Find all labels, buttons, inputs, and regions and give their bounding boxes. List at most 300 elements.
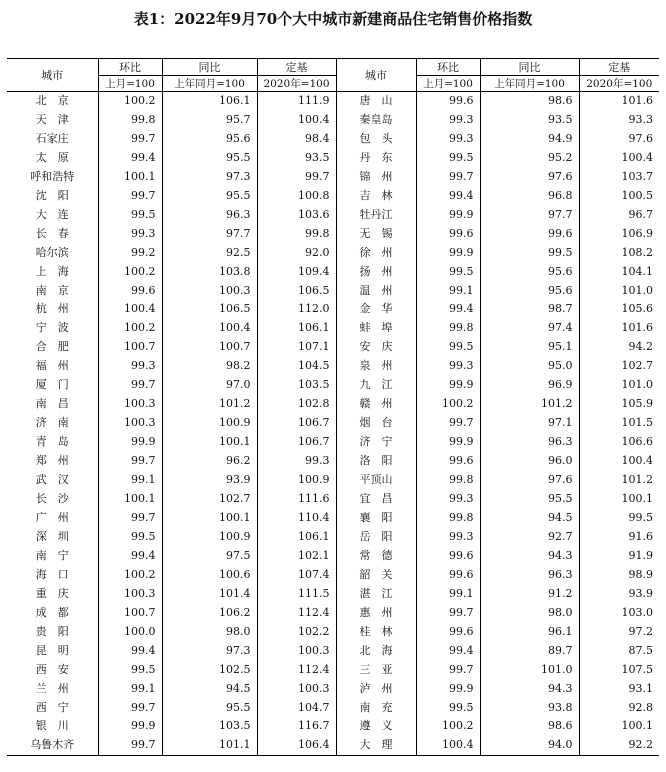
right-base-cell: 93.1 <box>628 681 653 695</box>
right-yoy-cell: 95.6 <box>480 263 579 282</box>
table-row <box>7 168 659 187</box>
right-city-cell: 牡丹江 <box>336 206 416 225</box>
left-yoy-cell: 101.4 <box>162 585 257 604</box>
right-city-cell: 惠 州 <box>336 604 416 623</box>
header-mom-sub-left: 上月=100 <box>98 76 162 92</box>
table-row <box>7 376 659 395</box>
table-row <box>7 357 659 376</box>
right-base-cell: 101.6 <box>621 321 653 335</box>
left-base-cell: 106.7 <box>257 414 336 433</box>
left-mom-cell: 99.7 <box>98 736 162 755</box>
right-city-cell: 丹 东 <box>336 149 416 168</box>
right-mom-cell: 99.9 <box>416 680 480 699</box>
left-city-cell: 合 肥 <box>7 338 98 357</box>
table-title: 表1：2022年9月70个大中城市新建商品住宅销售价格指数 <box>133 10 533 28</box>
table-row <box>7 300 659 319</box>
right-yoy-cell: 97.7 <box>480 206 579 225</box>
left-base-cell: 100.3 <box>257 680 336 699</box>
left-yoy-cell: 106.5 <box>162 300 257 319</box>
left-mom-cell: 100.2 <box>98 92 162 111</box>
table-row <box>7 490 659 509</box>
left-mom-cell: 100.7 <box>98 338 162 357</box>
left-mom-cell: 100.3 <box>98 414 162 433</box>
right-mom-cell: 99.7 <box>416 414 480 433</box>
right-base-cell: 101.0 <box>621 378 653 392</box>
right-yoy-cell: 99.5 <box>480 244 579 263</box>
right-city-cell: 南 充 <box>336 699 416 718</box>
right-city-cell: 无 锡 <box>336 225 416 244</box>
left-base-cell: 110.4 <box>257 509 336 528</box>
left-city-cell: 大 连 <box>7 206 98 225</box>
left-base-cell: 93.5 <box>257 149 336 168</box>
right-yoy-cell: 99.6 <box>480 225 579 244</box>
left-base-cell: 106.5 <box>257 282 336 301</box>
right-base-cell: 102.7 <box>621 359 653 373</box>
left-mom-cell: 99.4 <box>98 547 162 566</box>
left-base-cell: 106.7 <box>257 433 336 452</box>
left-mom-cell: 99.7 <box>98 187 162 206</box>
right-mom-cell: 99.1 <box>416 282 480 301</box>
left-base-cell: 111.5 <box>257 585 336 604</box>
right-city-cell: 三 亚 <box>336 661 416 680</box>
right-yoy-cell: 98.6 <box>480 92 579 111</box>
right-yoy-cell: 96.0 <box>480 452 579 471</box>
header-base-left: 定基 <box>257 59 336 76</box>
right-base-cell: 87.5 <box>628 643 653 657</box>
table-row <box>7 319 659 338</box>
left-city-cell: 哈尔滨 <box>7 244 98 263</box>
right-base-cell: 91.9 <box>628 548 653 562</box>
left-yoy-cell: 98.2 <box>162 357 257 376</box>
left-city-cell: 宁 波 <box>7 319 98 338</box>
right-city-cell: 扬 州 <box>336 263 416 282</box>
right-mom-cell: 99.8 <box>416 471 480 490</box>
left-city-cell: 海 口 <box>7 566 98 585</box>
left-mom-cell: 99.3 <box>98 225 162 244</box>
left-yoy-cell: 106.2 <box>162 604 257 623</box>
left-yoy-cell: 96.2 <box>162 452 257 471</box>
right-base-cell: 100.5 <box>621 188 653 202</box>
right-base-cell: 106.6 <box>621 435 653 449</box>
left-mom-cell: 100.2 <box>98 263 162 282</box>
right-city-cell: 安 庆 <box>336 338 416 357</box>
right-city-cell: 遵 义 <box>336 717 416 736</box>
left-mom-cell: 100.1 <box>98 168 162 187</box>
right-base-cell: 104.1 <box>621 264 653 278</box>
left-base-cell: 107.1 <box>257 338 336 357</box>
left-city-cell: 南 宁 <box>7 547 98 566</box>
right-mom-cell: 99.4 <box>416 300 480 319</box>
right-base-cell: 105.9 <box>621 397 653 411</box>
header-city-left: 城市 <box>7 59 98 92</box>
right-city-cell: 湛 江 <box>336 585 416 604</box>
left-base-cell: 116.7 <box>257 717 336 736</box>
right-city-cell: 宜 昌 <box>336 490 416 509</box>
right-city-cell: 岳 阳 <box>336 528 416 547</box>
right-mom-cell: 99.4 <box>416 642 480 661</box>
table-row <box>7 433 659 452</box>
left-mom-cell: 100.3 <box>98 585 162 604</box>
table-row <box>7 736 659 755</box>
right-city-cell: 锦 州 <box>336 168 416 187</box>
price-index-table <box>7 58 659 756</box>
right-mom-cell: 99.6 <box>416 92 480 111</box>
right-mom-cell: 99.3 <box>416 130 480 149</box>
right-yoy-cell: 96.3 <box>480 566 579 585</box>
left-mom-cell: 99.1 <box>98 680 162 699</box>
right-yoy-cell: 94.3 <box>480 680 579 699</box>
table-row <box>7 680 659 699</box>
right-city-cell: 韶 关 <box>336 566 416 585</box>
right-yoy-cell: 96.1 <box>480 623 579 642</box>
right-yoy-cell: 96.3 <box>480 433 579 452</box>
left-yoy-cell: 100.1 <box>162 509 257 528</box>
left-yoy-cell: 100.4 <box>162 319 257 338</box>
right-city-cell: 赣 州 <box>336 395 416 414</box>
table-row <box>7 111 659 130</box>
right-city-cell: 北 海 <box>336 642 416 661</box>
table-row <box>7 471 659 490</box>
table-row <box>7 642 659 661</box>
right-yoy-cell: 95.6 <box>480 282 579 301</box>
left-base-cell: 100.8 <box>257 187 336 206</box>
right-base-cell: 100.1 <box>621 719 653 733</box>
right-yoy-cell: 94.3 <box>480 547 579 566</box>
left-base-cell: 111.6 <box>257 490 336 509</box>
left-city-cell: 长 沙 <box>7 490 98 509</box>
right-mom-cell: 99.6 <box>416 623 480 642</box>
right-base-cell: 91.6 <box>628 529 653 543</box>
header-base-sub-left: 2020年=100 <box>257 76 336 92</box>
right-mom-cell: 99.4 <box>416 187 480 206</box>
left-mom-cell: 100.2 <box>98 319 162 338</box>
left-mom-cell: 99.6 <box>98 282 162 301</box>
left-base-cell: 102.8 <box>257 395 336 414</box>
right-mom-cell: 99.5 <box>416 263 480 282</box>
left-mom-cell: 99.5 <box>98 661 162 680</box>
right-yoy-cell: 97.6 <box>480 168 579 187</box>
right-city-cell: 常 德 <box>336 547 416 566</box>
left-base-cell: 112.4 <box>257 604 336 623</box>
left-base-cell: 99.8 <box>257 225 336 244</box>
right-yoy-cell: 95.5 <box>480 490 579 509</box>
left-mom-cell: 99.2 <box>98 244 162 263</box>
table-row <box>7 623 659 642</box>
table-row <box>7 699 659 718</box>
header-yoy-left: 同比 <box>162 59 257 76</box>
table-row <box>7 661 659 680</box>
right-base-cell: 97.6 <box>628 131 653 145</box>
table-row <box>7 452 659 471</box>
left-yoy-cell: 92.5 <box>162 244 257 263</box>
right-base-cell: 103.7 <box>621 169 653 183</box>
right-base-cell: 97.2 <box>628 624 653 638</box>
left-mom-cell: 99.7 <box>98 376 162 395</box>
right-mom-cell: 99.6 <box>416 225 480 244</box>
right-mom-cell: 99.7 <box>416 604 480 623</box>
right-mom-cell: 99.3 <box>416 528 480 547</box>
left-yoy-cell: 102.7 <box>162 490 257 509</box>
left-city-cell: 郑 州 <box>7 452 98 471</box>
left-city-cell: 青 岛 <box>7 433 98 452</box>
header-yoy-sub-left: 上年同月=100 <box>162 76 257 92</box>
right-mom-cell: 99.7 <box>416 168 480 187</box>
header-mom-right: 环比 <box>416 59 480 76</box>
right-mom-cell: 99.3 <box>416 111 480 130</box>
left-base-cell: 112.4 <box>257 661 336 680</box>
right-city-cell: 大 理 <box>336 736 416 755</box>
left-city-cell: 乌鲁木齐 <box>7 736 98 755</box>
left-mom-cell: 100.4 <box>98 300 162 319</box>
right-city-cell: 济 宁 <box>336 433 416 452</box>
left-yoy-cell: 100.9 <box>162 414 257 433</box>
left-city-cell: 呼和浩特 <box>7 168 98 187</box>
right-yoy-cell: 98.7 <box>480 300 579 319</box>
left-city-cell: 石家庄 <box>7 130 98 149</box>
right-mom-cell: 99.7 <box>416 661 480 680</box>
left-city-cell: 福 州 <box>7 357 98 376</box>
header-base-sub-right: 2020年=100 <box>579 76 659 92</box>
table-row <box>7 395 659 414</box>
right-yoy-cell: 95.1 <box>480 338 579 357</box>
right-mom-cell: 100.4 <box>416 736 480 755</box>
left-yoy-cell: 96.3 <box>162 206 257 225</box>
right-base-cell: 101.0 <box>621 283 653 297</box>
right-yoy-cell: 98.6 <box>480 717 579 736</box>
left-yoy-cell: 97.3 <box>162 642 257 661</box>
header-yoy-right: 同比 <box>480 59 579 76</box>
left-base-cell: 98.4 <box>257 130 336 149</box>
table-row <box>7 206 659 225</box>
left-base-cell: 100.3 <box>257 642 336 661</box>
left-base-cell: 100.9 <box>257 471 336 490</box>
left-city-cell: 西 安 <box>7 661 98 680</box>
left-base-cell: 103.5 <box>257 376 336 395</box>
left-yoy-cell: 100.3 <box>162 282 257 301</box>
left-city-cell: 沈 阳 <box>7 187 98 206</box>
left-yoy-cell: 93.9 <box>162 471 257 490</box>
header-city-right: 城市 <box>336 59 416 92</box>
left-base-cell: 107.4 <box>257 566 336 585</box>
left-city-cell: 昆 明 <box>7 642 98 661</box>
table-row <box>7 528 659 547</box>
right-base-cell: 96.7 <box>628 207 653 221</box>
right-base-cell: 94.2 <box>628 340 653 354</box>
table-row <box>7 509 659 528</box>
left-base-cell: 106.4 <box>257 736 336 755</box>
left-yoy-cell: 95.5 <box>162 149 257 168</box>
right-base-cell: 103.0 <box>621 605 653 619</box>
table-row <box>7 414 659 433</box>
left-yoy-cell: 100.1 <box>162 433 257 452</box>
right-city-cell: 徐 州 <box>336 244 416 263</box>
left-mom-cell: 100.3 <box>98 395 162 414</box>
right-mom-cell: 99.8 <box>416 509 480 528</box>
right-base-cell: 93.3 <box>628 112 653 126</box>
right-yoy-cell: 101.0 <box>480 661 579 680</box>
right-yoy-cell: 94.9 <box>480 130 579 149</box>
left-mom-cell: 99.4 <box>98 642 162 661</box>
table-row <box>7 263 659 282</box>
right-base-cell: 92.2 <box>579 736 659 755</box>
left-city-cell: 深 圳 <box>7 528 98 547</box>
left-mom-cell: 99.4 <box>98 149 162 168</box>
table-row <box>7 92 659 111</box>
table-row <box>7 244 659 263</box>
table-row <box>7 338 659 357</box>
right-yoy-cell: 89.7 <box>480 642 579 661</box>
left-city-cell: 上 海 <box>7 263 98 282</box>
right-city-cell: 唐 山 <box>336 92 416 111</box>
table-row <box>7 604 659 623</box>
right-yoy-cell: 98.0 <box>480 604 579 623</box>
left-mom-cell: 100.0 <box>98 623 162 642</box>
left-base-cell: 99.3 <box>257 452 336 471</box>
left-city-cell: 厦 门 <box>7 376 98 395</box>
left-base-cell: 103.6 <box>257 206 336 225</box>
right-base-cell: 99.5 <box>628 510 653 524</box>
right-city-cell: 平顶山 <box>336 471 416 490</box>
left-base-cell: 99.7 <box>257 168 336 187</box>
right-city-cell: 烟 台 <box>336 414 416 433</box>
right-yoy-cell: 97.1 <box>480 414 579 433</box>
left-mom-cell: 99.3 <box>98 357 162 376</box>
right-mom-cell: 99.1 <box>416 585 480 604</box>
left-city-cell: 成 都 <box>7 604 98 623</box>
right-base-cell: 108.2 <box>621 245 653 259</box>
right-mom-cell: 99.9 <box>416 244 480 263</box>
left-base-cell: 112.0 <box>257 300 336 319</box>
left-yoy-cell: 97.0 <box>162 376 257 395</box>
left-mom-cell: 99.9 <box>98 717 162 736</box>
right-city-cell: 洛 阳 <box>336 452 416 471</box>
left-yoy-cell: 95.5 <box>162 187 257 206</box>
right-yoy-cell: 94.5 <box>480 509 579 528</box>
left-yoy-cell: 101.1 <box>162 736 257 755</box>
table-row <box>7 187 659 206</box>
right-city-cell: 蚌 埠 <box>336 319 416 338</box>
right-city-cell: 金 华 <box>336 300 416 319</box>
left-city-cell: 济 南 <box>7 414 98 433</box>
right-mom-cell: 99.5 <box>416 149 480 168</box>
right-city-cell: 泉 州 <box>336 357 416 376</box>
right-mom-cell: 99.3 <box>416 357 480 376</box>
right-base-cell: 106.9 <box>621 226 653 240</box>
right-mom-cell: 99.9 <box>416 433 480 452</box>
left-base-cell: 106.1 <box>257 528 336 547</box>
left-base-cell: 92.0 <box>257 244 336 263</box>
right-city-cell: 吉 林 <box>336 187 416 206</box>
left-base-cell: 104.7 <box>257 699 336 718</box>
left-mom-cell: 100.7 <box>98 604 162 623</box>
right-mom-cell: 100.2 <box>416 717 480 736</box>
left-mom-cell: 100.1 <box>98 490 162 509</box>
left-city-cell: 贵 阳 <box>7 623 98 642</box>
left-mom-cell: 99.8 <box>98 111 162 130</box>
right-base-cell: 101.5 <box>621 416 653 430</box>
left-mom-cell: 99.1 <box>98 471 162 490</box>
left-yoy-cell: 94.5 <box>162 680 257 699</box>
right-base-cell: 100.4 <box>621 454 653 468</box>
table-row <box>7 566 659 585</box>
right-city-cell: 包 头 <box>336 130 416 149</box>
left-city-cell: 武 汉 <box>7 471 98 490</box>
left-yoy-cell: 106.1 <box>162 92 257 111</box>
right-city-cell: 秦皇岛 <box>336 111 416 130</box>
left-city-cell: 银 川 <box>7 717 98 736</box>
left-base-cell: 104.5 <box>257 357 336 376</box>
right-mom-cell: 99.8 <box>416 319 480 338</box>
right-yoy-cell: 92.7 <box>480 528 579 547</box>
table-row <box>7 130 659 149</box>
right-yoy-cell: 93.8 <box>480 699 579 718</box>
left-base-cell: 109.4 <box>257 263 336 282</box>
right-city-cell: 襄 阳 <box>336 509 416 528</box>
header-base-right: 定基 <box>579 59 659 76</box>
right-city-cell: 泸 州 <box>336 680 416 699</box>
left-yoy-cell: 100.9 <box>162 528 257 547</box>
right-yoy-cell: 95.2 <box>480 149 579 168</box>
right-yoy-cell: 96.8 <box>480 187 579 206</box>
left-mom-cell: 100.2 <box>98 566 162 585</box>
left-mom-cell: 99.5 <box>98 528 162 547</box>
table-row <box>7 149 659 168</box>
left-yoy-cell: 95.7 <box>162 111 257 130</box>
left-mom-cell: 99.7 <box>98 452 162 471</box>
right-base-cell: 105.6 <box>621 302 653 316</box>
right-mom-cell: 99.5 <box>416 699 480 718</box>
header-yoy-sub-right: 上年同月=100 <box>480 76 579 92</box>
right-base-cell: 101.2 <box>621 473 653 487</box>
header-mom-left: 环比 <box>98 59 162 76</box>
right-base-cell: 107.5 <box>621 662 653 676</box>
right-mom-cell: 99.6 <box>416 547 480 566</box>
right-mom-cell: 100.2 <box>416 395 480 414</box>
left-yoy-cell: 97.3 <box>162 168 257 187</box>
header-mom-sub-right: 上月=100 <box>416 76 480 92</box>
table-row <box>7 547 659 566</box>
left-yoy-cell: 101.2 <box>162 395 257 414</box>
left-city-cell: 广 州 <box>7 509 98 528</box>
left-base-cell: 106.1 <box>257 319 336 338</box>
left-city-cell: 天 津 <box>7 111 98 130</box>
right-yoy-cell: 97.6 <box>480 471 579 490</box>
left-yoy-cell: 103.5 <box>162 717 257 736</box>
left-city-cell: 南 京 <box>7 282 98 301</box>
right-base-cell: 92.8 <box>628 700 653 714</box>
table-row <box>7 585 659 604</box>
left-city-cell: 兰 州 <box>7 680 98 699</box>
left-yoy-cell: 95.5 <box>162 699 257 718</box>
right-base-cell: 101.6 <box>621 94 653 107</box>
right-mom-cell: 99.6 <box>416 452 480 471</box>
right-mom-cell: 99.3 <box>416 490 480 509</box>
right-mom-cell: 99.6 <box>416 566 480 585</box>
right-yoy-cell: 97.4 <box>480 319 579 338</box>
left-city-cell: 长 春 <box>7 225 98 244</box>
right-base-cell: 93.9 <box>628 586 653 600</box>
left-mom-cell: 99.7 <box>98 509 162 528</box>
right-mom-cell: 99.9 <box>416 376 480 395</box>
table-row <box>7 282 659 301</box>
left-yoy-cell: 97.7 <box>162 225 257 244</box>
left-city-cell: 重 庆 <box>7 585 98 604</box>
left-base-cell: 100.4 <box>257 111 336 130</box>
right-base-cell: 100.4 <box>621 150 653 164</box>
left-mom-cell: 99.7 <box>98 699 162 718</box>
left-base-cell: 111.9 <box>257 92 336 111</box>
right-mom-cell: 99.5 <box>416 338 480 357</box>
